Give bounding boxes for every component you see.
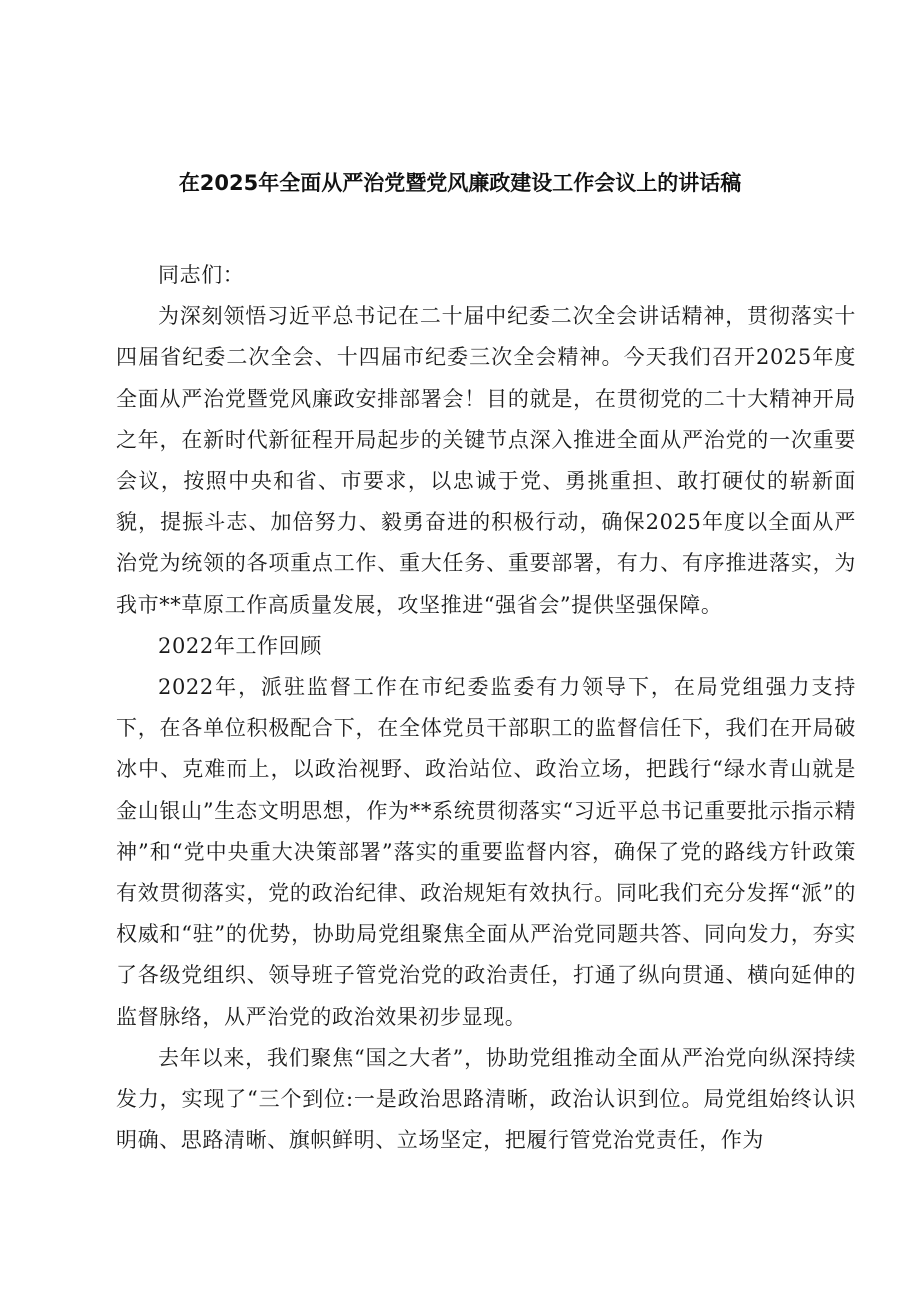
paragraph-intro: 为深刻领悟习近平总书记在二十届中纪委二次全会讲话精神，贯彻落实十四届省纪委二次全会、十四届市纪委三次全会精神。今天我们召开2025年度全面从严治党暨党风廉政安排部署会！目的就是，在贯彻党的二十大精神开局之年，在新时代新征程开局起步的关键节点深入推进全面从严治党的一次重要会议，按照中央和省、市要求，以忠诚于党、勇挑重担、敢打硬仗的崭新面貌，提振斗志、加倍努力、毅勇奋进的积极行动，确保2025年度以全面从严治党为统领的各项重点工作、重大任务、重要部署，有力、有序推进落实，为我市**草原工作高质量发展，攻坚推进“强省会”提供坚强保障。 [116,304,856,617]
paragraph-last-year: 去年以来，我们聚焦“国之大者”，协助党组推动全面从严治党向纵深持续发力，实现了“三个到位:一是政治思路清晰，政治认识到位。局党组始终认识明确、思路清晰、旗帜鲜明、立场坚定，把履行管党治党责任，作为 [116,1045,856,1153]
section-heading: 2022年工作回顾 [158,633,322,658]
document-title: 在2025年全面从严治党暨党风廉政建设工作会议上的讲话稿 [178,171,742,195]
paragraph-review: 2022年，派驻监督工作在市纪委监委有力领导下，在局党组强力支持下，在各单位积极配合下，在全体党员干部职工的监督信任下，我们在开局破冰中、克难而上，以政治视野、政治站位、政治立场，把践行“绿水青山就是金山银山”生态文明思想，作为**系统贯彻落实“习近平总书记重要批示指示精神”和“党中央重大决策部署”落实的重要监督内容，确保了党的路线方针政策有效贯彻落实，党的政治纪律、政治规矩有效执行。同叱我们充分发挥“派”的权威和“驻”的优势，协助局党组聚焦全面从严治党同题共答、同向发力，夯实了各级党组织、领导班子管党治党的政治责任，打通了纵向贯通、横向延伸的监督脉络，从严治党的政治效果初步显现。 [116,675,856,1029]
salutation: 同志们： [158,263,245,287]
document-body [116,255,856,1161]
